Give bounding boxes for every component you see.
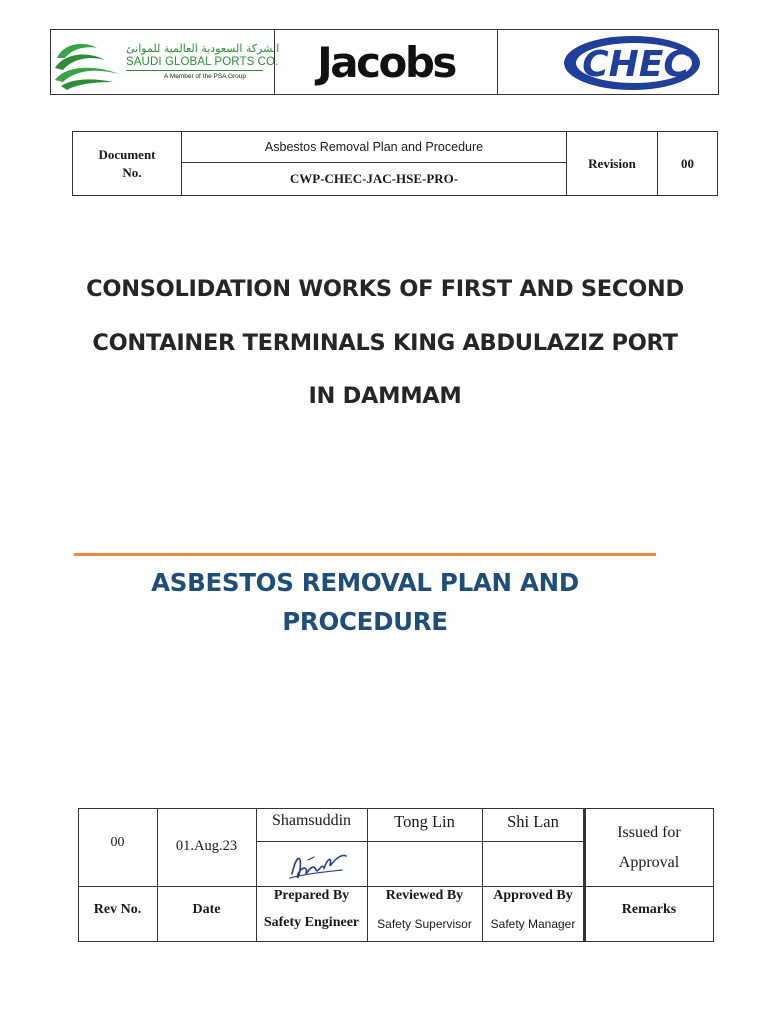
jacobs-logo-cell (274, 30, 497, 94)
sgp-wave-icon (53, 36, 123, 91)
date-value: 01.Aug.23 (175, 838, 238, 854)
plan-title (90, 563, 640, 641)
approved-by-name: Shi Lan (507, 812, 559, 831)
rev-no-label: Rev No. (93, 902, 142, 917)
document-title: Asbestos Removal Plan and Procedure (182, 132, 567, 163)
plan-title-line-1: ASBESTOS REMOVAL PLAN AND (151, 568, 579, 597)
approved-by-role: Safety Manager (490, 917, 576, 931)
date-label: Date (192, 902, 221, 917)
approved-by-label: Approved By (493, 888, 573, 903)
sgp-logo-cell (51, 30, 280, 94)
grid-line (78, 886, 584, 887)
sgp-member-text: A Member of the PSA Group (164, 73, 247, 80)
chec-logo-text: CHEC (582, 44, 690, 85)
rev-no-value: 00 (110, 835, 125, 850)
grid-line (256, 841, 584, 842)
project-title-line-2: CONTAINER TERMINALS KING ABDULAZIZ PORT (92, 329, 678, 356)
reviewed-by-role: Safety Supervisor (377, 917, 472, 931)
document-no-label: Document No. (73, 132, 182, 196)
chec-logo-cell (497, 30, 718, 94)
project-title-line-3: IN DAMMAM (308, 383, 462, 409)
jacobs-logo: Jacobs (317, 38, 455, 87)
signature-image (284, 844, 354, 884)
chec-logo (562, 33, 702, 93)
prepared-by-role: Safety Engineer (263, 915, 360, 930)
grid-line (157, 808, 158, 942)
plan-title-line-2: PROCEDURE (282, 607, 448, 636)
document-code: CWP-CHEC-JAC-HSE-PRO- (182, 163, 567, 196)
revision-value: 00 (658, 132, 718, 196)
revision-label: Revision (567, 132, 658, 196)
status-text: Issued for Approval (617, 824, 681, 871)
approval-table (78, 808, 714, 942)
prepared-by-name: Shamsuddin (271, 812, 352, 829)
prepared-by-label: Prepared By (273, 888, 350, 903)
sgp-arabic-name: الشركة السعودية العالمية للموانئ (126, 42, 280, 55)
orange-divider (74, 553, 656, 556)
project-title-line-1: CONSOLIDATION WORKS OF FIRST AND SECOND (86, 276, 684, 302)
reviewed-by-label: Reviewed By (385, 888, 464, 903)
logo-header (50, 29, 719, 95)
reviewed-by-name: Tong Lin (394, 812, 455, 831)
sgp-divider (126, 70, 263, 71)
document-info-table (72, 131, 718, 196)
project-title (40, 263, 730, 424)
remarks-label: Remarks (621, 902, 677, 917)
sgp-company-name: SAUDI GLOBAL PORTS CO. (126, 56, 279, 68)
